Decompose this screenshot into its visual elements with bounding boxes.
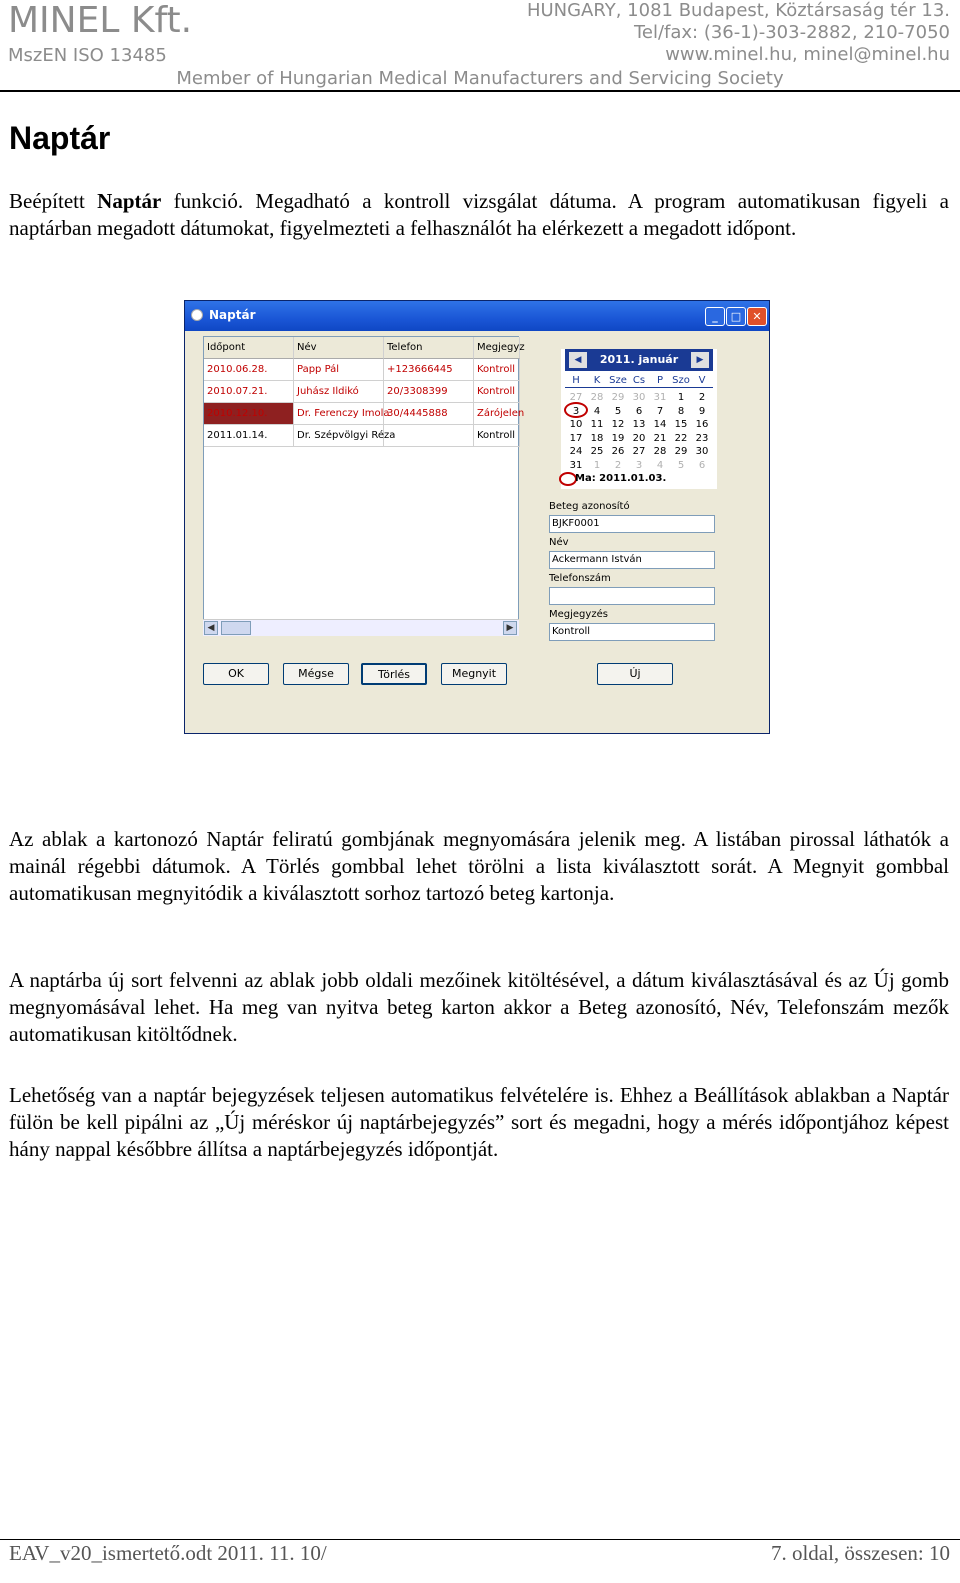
- company-name: MINEL Kft.: [8, 0, 193, 41]
- calendar-month-title: 2011. január: [565, 349, 713, 371]
- calendar-day[interactable]: 31: [653, 392, 667, 403]
- calendar-day[interactable]: 27: [569, 392, 583, 403]
- row-name: Papp Pál: [294, 359, 384, 381]
- window-titlebar: [185, 301, 769, 331]
- row-name: Juhász Ildikó: [294, 381, 384, 403]
- calendar-day[interactable]: 3: [635, 459, 643, 471]
- calendar-day[interactable]: 15: [674, 419, 688, 430]
- calendar-day[interactable]: 28: [590, 392, 604, 403]
- iso-standard: MszEN ISO 13485: [8, 45, 167, 66]
- next-month-icon[interactable]: ▶: [691, 352, 709, 368]
- new-button[interactable]: Új: [597, 663, 673, 685]
- col-name[interactable]: Név: [294, 337, 384, 359]
- calendar-day[interactable]: 19: [611, 432, 625, 444]
- calendar-day[interactable]: 12: [611, 419, 625, 430]
- footer-filename: EAV_v20_ismertető.odt 2011. 11. 10/: [9, 1541, 327, 1565]
- calendar-day[interactable]: 30: [695, 446, 709, 457]
- phone-field[interactable]: [549, 587, 715, 605]
- table-row[interactable]: [204, 359, 520, 381]
- table-row[interactable]: [204, 381, 520, 403]
- header-divider: [0, 90, 960, 92]
- row-date: 2010.06.28.: [204, 359, 294, 381]
- col-date[interactable]: Időpont: [204, 337, 294, 359]
- intro-pre: Beépített: [9, 189, 98, 213]
- row-date: 2011.01.14.: [204, 425, 294, 447]
- address: HUNGARY, 1081 Budapest, Köztársaság tér 13.: [526, 0, 950, 21]
- note-field[interactable]: Kontroll: [549, 623, 715, 641]
- calendar-day[interactable]: 28: [653, 446, 667, 457]
- calendar-day[interactable]: 1: [593, 459, 601, 471]
- row-phone: 30/4445888: [384, 403, 474, 425]
- row-name: Dr. Ferenczy Imola: [294, 403, 384, 425]
- dow-label: V: [698, 375, 706, 386]
- col-phone[interactable]: Telefon: [384, 337, 474, 359]
- calendar-day[interactable]: 25: [590, 446, 604, 457]
- today-label[interactable]: Ma: 2011.01.03.: [575, 473, 667, 484]
- app-icon: [191, 309, 203, 321]
- calendar-day[interactable]: 5: [677, 459, 685, 471]
- intro-bold: Naptár: [97, 189, 162, 213]
- list-header: [204, 337, 525, 359]
- row-phone: [384, 425, 474, 447]
- patient-id-field[interactable]: BJKF0001: [549, 515, 715, 533]
- dow-label: Szo: [672, 375, 690, 386]
- calendar-day[interactable]: 3: [572, 405, 580, 417]
- open-button[interactable]: Megnyit: [441, 663, 507, 685]
- row-phone: +123666445: [384, 359, 474, 381]
- calendar-day[interactable]: 8: [677, 405, 685, 417]
- naptar-window: [184, 300, 770, 734]
- name-field[interactable]: Ackermann István: [549, 551, 715, 569]
- calendar-day[interactable]: 1: [677, 392, 685, 403]
- paragraph-3: Lehetőség van a naptár bejegyzések teljesen automatikus felvételére is. Ehhez a Beállítások ablakban a Naptár fülön be kell pipálni az „Új méréskor új naptárbejegyzés” sort és megadni, hogy a mérés időpontjához képest hány nappal későbbre állítsa a naptárbejegyzés időpontját.: [9, 1083, 949, 1161]
- calendar-day[interactable]: 23: [695, 432, 709, 444]
- row-note: Kontroll: [474, 381, 520, 403]
- minimize-icon[interactable]: _: [705, 307, 725, 326]
- row-date: 2010.07.21.: [204, 381, 294, 403]
- calendar-day[interactable]: 24: [569, 446, 583, 457]
- row-date: 2010.12.10.: [204, 403, 294, 425]
- phone-label: Telefonszám: [549, 573, 611, 584]
- scroll-right-icon[interactable]: ▶: [503, 621, 517, 635]
- row-note: Zárójelen: [474, 403, 520, 425]
- prev-month-icon[interactable]: ◀: [569, 352, 587, 368]
- calendar-day[interactable]: 21: [653, 432, 667, 444]
- row-name: Dr. Szépvölgyi Réza: [294, 425, 384, 447]
- calendar-day[interactable]: 9: [698, 405, 706, 417]
- dow-label: Cs: [632, 375, 646, 386]
- month-calendar[interactable]: [561, 349, 717, 489]
- window-title: Naptár: [209, 308, 256, 322]
- note-label: Megjegyzés: [549, 609, 608, 620]
- calendar-day[interactable]: 11: [590, 419, 604, 430]
- calendar-day[interactable]: 27: [632, 446, 646, 457]
- calendar-day[interactable]: 2: [614, 459, 622, 471]
- calendar-day[interactable]: 31: [569, 459, 583, 471]
- calendar-day[interactable]: 20: [632, 432, 646, 444]
- row-note: Kontroll: [474, 425, 520, 447]
- contact-block: [527, 0, 950, 66]
- ok-button[interactable]: OK: [203, 663, 269, 685]
- delete-button[interactable]: Törlés: [361, 663, 427, 685]
- calendar-day[interactable]: 29: [611, 392, 625, 403]
- col-note[interactable]: Megjegyz: [474, 337, 520, 359]
- paragraph-2: A naptárba új sort felvenni az ablak jobb oldali mezőinek kitöltésével, a dátum kiválasztásával és az Új gomb megnyomásával lehet. Ha meg van nyitva beteg karton akkor a Beteg azonosító, Név, Telefonszám mezők automatikusan kitöltődnek.: [9, 968, 949, 1046]
- calendar-day[interactable]: 13: [632, 419, 646, 430]
- appointment-list[interactable]: [203, 336, 525, 634]
- web-email: www.minel.hu, minel@minel.hu: [665, 44, 950, 65]
- table-row[interactable]: [204, 425, 520, 447]
- calendar-day[interactable]: 29: [674, 446, 688, 457]
- dow-label: P: [656, 375, 664, 386]
- dow-label: H: [572, 375, 580, 386]
- calendar-day[interactable]: 17: [569, 432, 583, 444]
- maximize-icon[interactable]: □: [726, 307, 746, 326]
- row-note: Kontroll: [474, 359, 520, 381]
- calendar-day[interactable]: 4: [593, 405, 601, 417]
- calendar-day[interactable]: 14: [653, 419, 667, 430]
- dow-label: K: [593, 375, 601, 386]
- calendar-day[interactable]: 26: [611, 446, 625, 457]
- calendar-day[interactable]: 6: [698, 459, 706, 471]
- patient-id-label: Beteg azonosító: [549, 501, 630, 512]
- calendar-divider: [565, 387, 713, 388]
- row-phone: 20/3308399: [384, 381, 474, 403]
- scroll-left-icon[interactable]: ◀: [204, 621, 218, 635]
- calendar-day[interactable]: 18: [590, 432, 604, 444]
- calendar-day[interactable]: 30: [632, 392, 646, 403]
- horizontal-scrollbar[interactable]: [203, 619, 519, 636]
- today-marker: [564, 402, 588, 418]
- name-label: Név: [549, 537, 569, 548]
- calendar-day[interactable]: 4: [656, 459, 664, 471]
- tel-fax: Tel/fax: (36-1)-303-2882, 210-7050: [633, 22, 950, 43]
- page-title: Naptár: [9, 120, 111, 156]
- cancel-button[interactable]: Mégse: [283, 663, 349, 685]
- calendar-day[interactable]: 10: [569, 419, 583, 430]
- paragraph-1: Az ablak a kartonozó Naptár feliratú gombjának megnyomására jelenik meg. A listában pirossal láthatók a mainál régebbi dátumok. A Törlés gombbal lehet törölni a lista kiválasztott sorát. A Megnyit gombbal automatikusan megnyitódik a kiválasztott sorhoz tartozó beteg kartonja.: [9, 827, 949, 905]
- calendar-day[interactable]: 5: [614, 405, 622, 417]
- calendar-day[interactable]: 7: [656, 405, 664, 417]
- calendar-day[interactable]: 22: [674, 432, 688, 444]
- table-row-selected[interactable]: [204, 403, 525, 425]
- calendar-day[interactable]: 16: [695, 419, 709, 430]
- footer-page-number: 7. oldal, összesen: 10: [770, 1541, 950, 1565]
- dow-label: Sze: [609, 375, 627, 386]
- intro-paragraph: [9, 188, 949, 242]
- calendar-day[interactable]: 2: [698, 392, 706, 403]
- calendar-day[interactable]: 6: [635, 405, 643, 417]
- close-icon[interactable]: ✕: [747, 307, 767, 326]
- intro-post: funkció. Megadható a kontroll vizsgálat dátuma. A program automatikusan figyeli a naptárban megadott dátumokat, figyelmezteti a felhasználót ha elérkezett a megadott időpont.: [9, 189, 950, 240]
- footer-divider: [0, 1539, 960, 1540]
- membership-line: Member of Hungarian Medical Manufacturers and Servicing Society: [176, 68, 784, 89]
- scroll-thumb[interactable]: [221, 621, 251, 635]
